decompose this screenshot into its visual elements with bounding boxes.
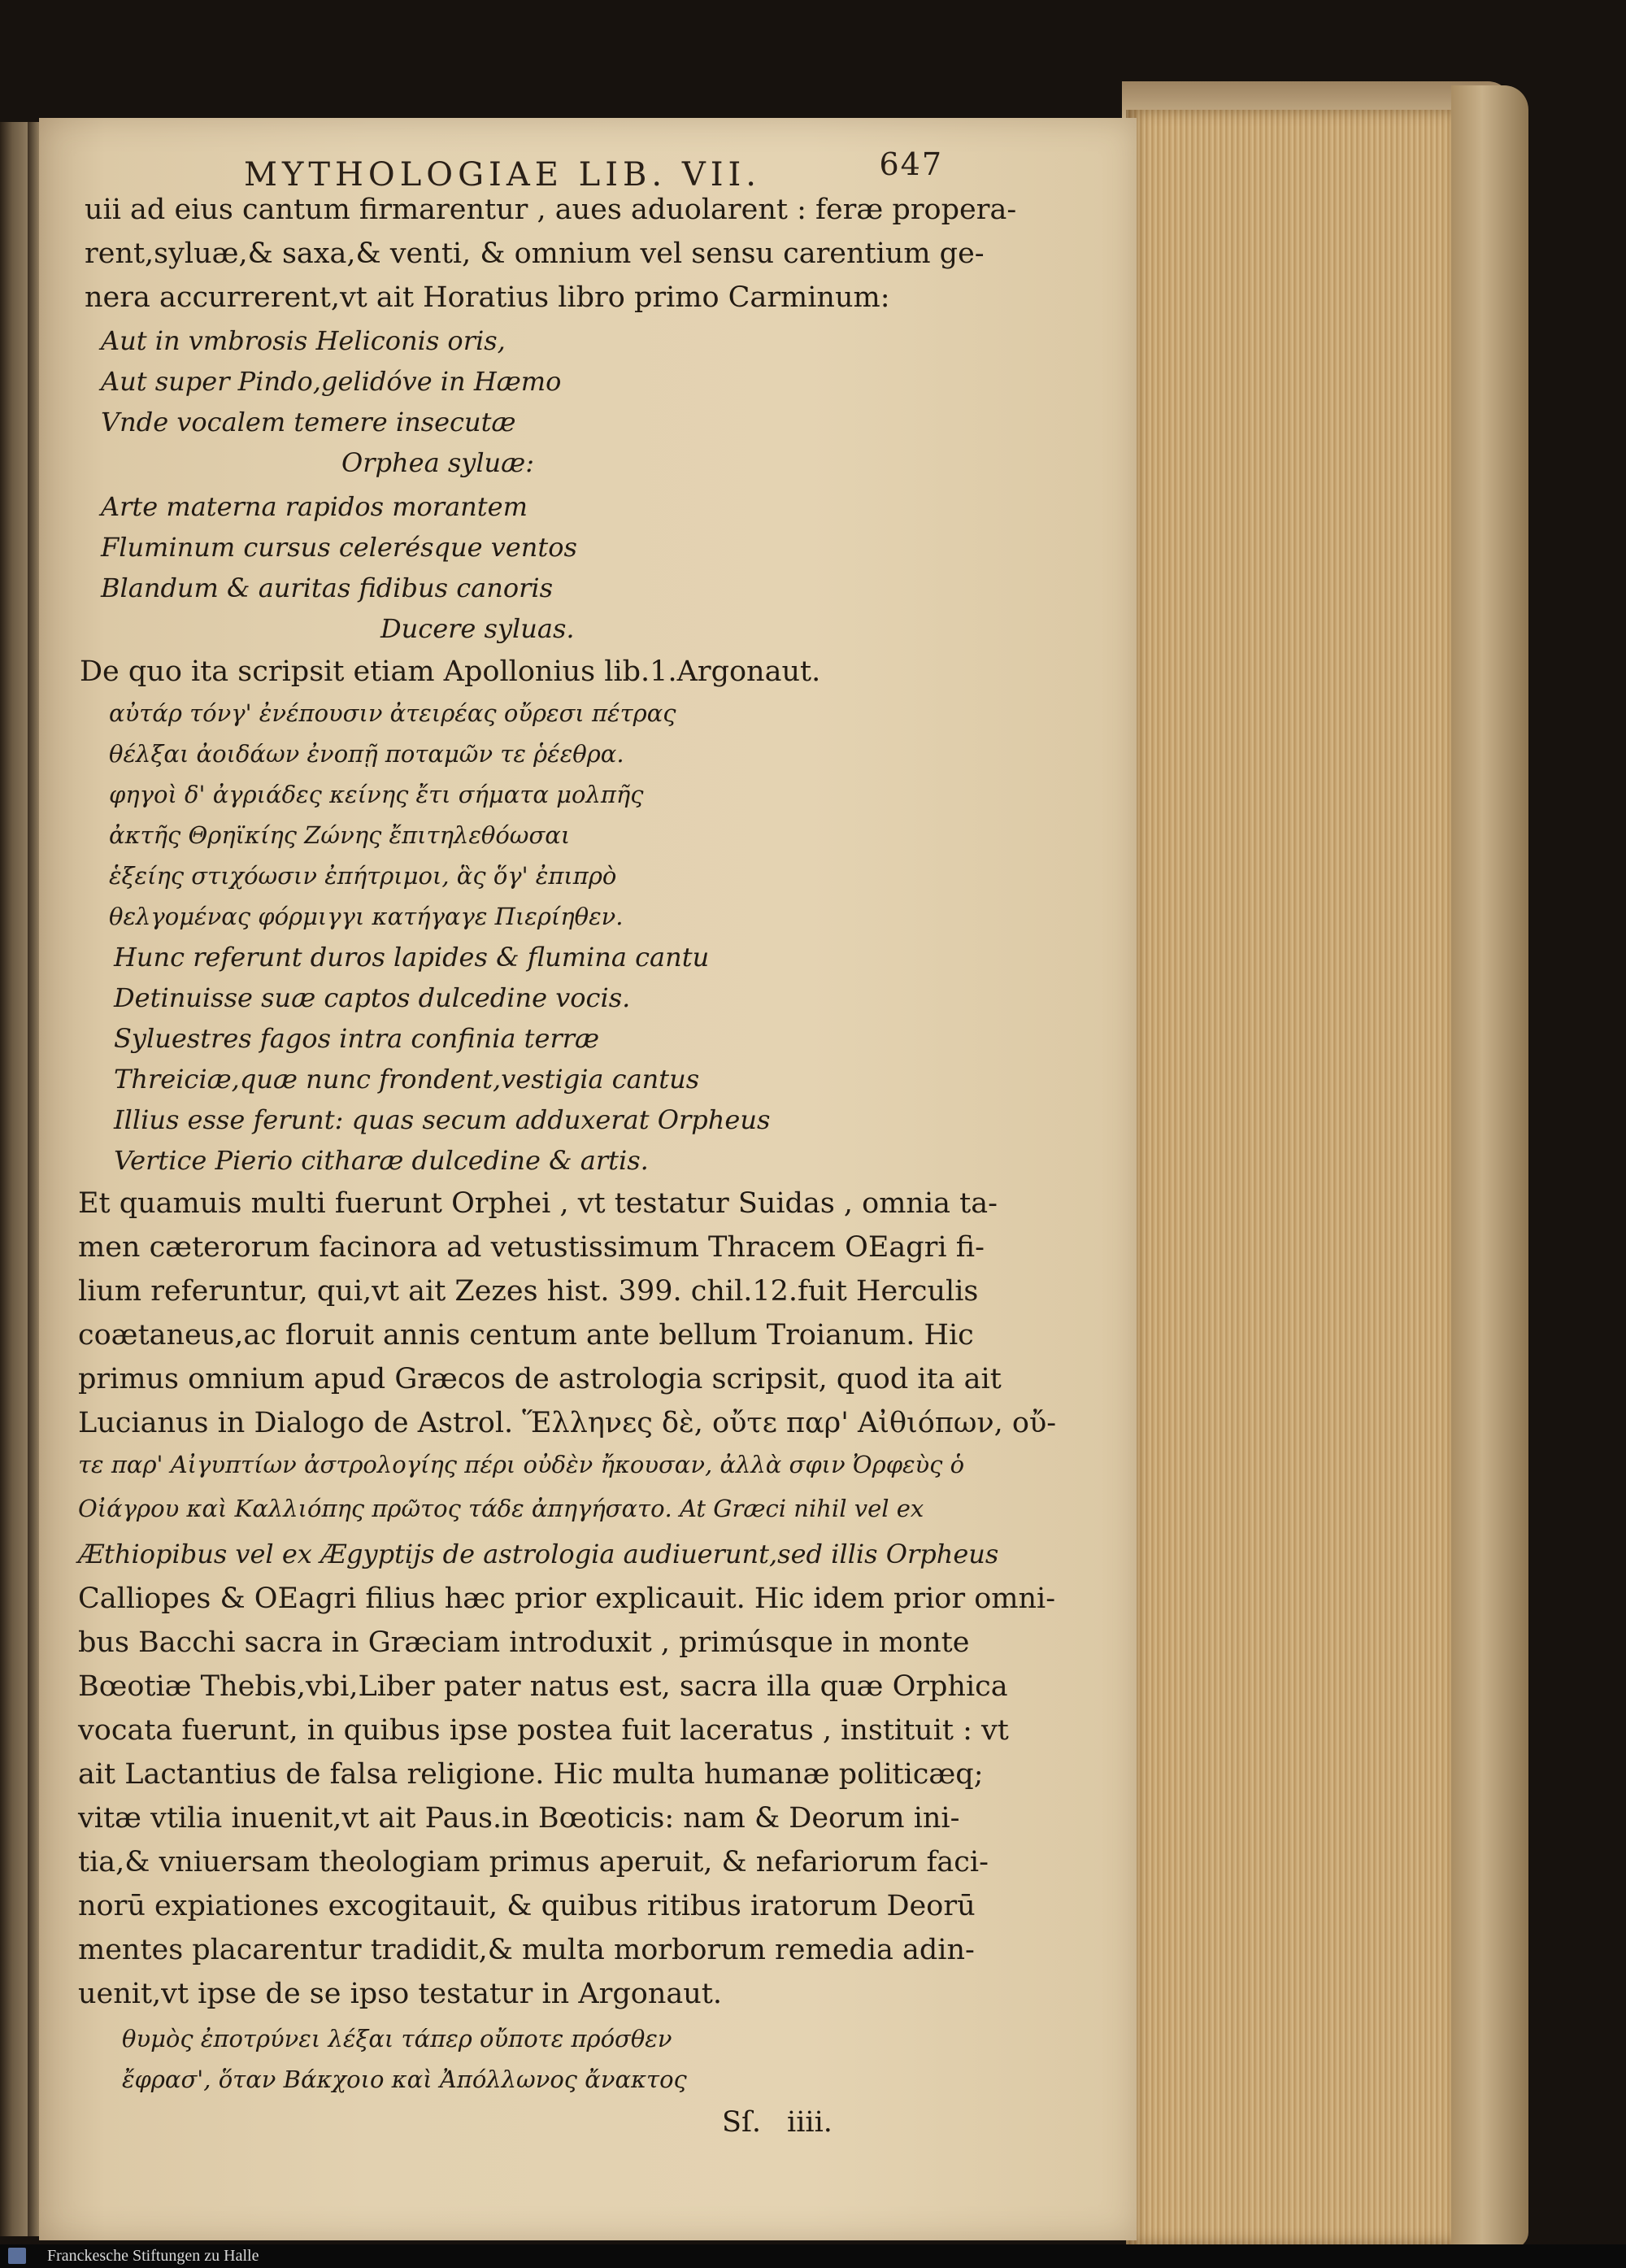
text-line: Illius esse ferunt: quas secum adduxerat Orpheus	[114, 1104, 771, 1135]
signature-mark: Sſ.	[722, 2106, 762, 2139]
text-line: ἔφρασ', ὅταν Βάκχοιο καὶ Ἀπόλλωνος ἄνακτος	[122, 2066, 687, 2093]
text-line: Bœotiæ Thebis,vbi,Liber pater natus est, sacra illa quæ Orphica	[78, 1670, 1008, 1703]
text-line: Οἰάγρου καὶ Καλλιόπης πρῶτος τάδε ἀπηγήσατο. At Græci nihil vel ex	[78, 1495, 924, 1522]
text-line: norū expiationes excogitauit, & quibus ritibus iratorum Deorū	[78, 1890, 976, 1922]
text-line: Fluminum cursus celerésque ventos	[101, 532, 577, 563]
text-line: men cæterorum facinora ad vetustissimum Thracem OEagri fi-	[78, 1231, 985, 1264]
text-line: Orphea syluæ:	[341, 447, 535, 478]
text-line: lium referuntur, qui,vt ait Zezes hist. 399. chil.12.fuit Herculis	[78, 1275, 979, 1308]
text-line: θελγομένας φόρμιγγι κατήγαγε Πιερίηθεν.	[109, 903, 624, 930]
running-title: MYTHOLOGIAE LIB. VII.	[244, 156, 762, 194]
text-line: vocata fuerunt, in quibus ipse postea fuit laceratus , instituit : vt	[78, 1714, 1009, 1747]
text-line: φηγοὶ δ' ἀγριάδες κείνης ἔτι σήματα μολπῆς	[109, 781, 644, 808]
text-line: uenit,vt ipse de se ipso testatur in Argonaut.	[78, 1978, 722, 2010]
text-line: De quo ita scripsit etiam Apollonius lib.1.Argonaut.	[80, 655, 821, 688]
text-line: αὐτάρ τόνγ' ἐνέπουσιν ἀτειρέας οὔρεσι πέτρας	[109, 699, 676, 727]
text-line: Calliopes & OEagri filius hæc prior explicauit. Hic idem prior omni-	[78, 1582, 1056, 1615]
text-line: Vnde vocalem temere insecutæ	[101, 407, 516, 437]
text-line: Hunc referunt duros lapides & flumina cantu	[114, 942, 710, 973]
page-block-edges	[1126, 110, 1451, 2244]
text-line: Ducere syluas.	[380, 613, 575, 644]
text-line: ἀκτῆς Θρηϊκίης Ζώνης ἔπιτηλεθόωσαι	[109, 821, 571, 849]
text-line: coætaneus,ac floruit annis centum ante bellum Troianum. Hic	[78, 1319, 974, 1352]
text-line: Blandum & auritas fidibus canoris	[101, 572, 554, 603]
text-line: nera accurrerent,vt ait Horatius libro primo Carminum:	[85, 281, 890, 314]
text-line: τε παρ' Αἰγυπτίων ἀστρολογίης πέρι οὐδὲν ἤκουσαν, ἀλλὰ σφιν Ὀρφεὺς ὁ	[78, 1451, 965, 1478]
text-line: Threiciæ,quæ nunc frondent,vestigia cantus	[114, 1064, 700, 1095]
text-line: ait Lactantius de falsa religione. Hic multa humanæ politicæq;	[78, 1758, 984, 1791]
text-line: Aut super Pindo,gelidóve in Hæmo	[101, 366, 562, 397]
text-line: mentes placarentur tradidit,& multa morborum remedia adin-	[78, 1934, 975, 1966]
text-line: bus Bacchi sacra in Græciam introduxit , primúsque in monte	[78, 1626, 970, 1659]
text-line: rent,syluæ,& saxa,& venti, & omnium vel sensu carentium ge-	[85, 237, 985, 270]
text-line: Æthiopibus vel ex Ægyptijs de astrologia audiuerunt,sed illis Orpheus	[78, 1539, 999, 1569]
text-line: Lucianus in Dialogo de Astrol. Ἕλληνες δὲ, οὔτε παρ' Αἰθιόπων, οὔ-	[78, 1407, 1057, 1439]
text-line: Detinuisse suæ captos dulcedine vocis.	[114, 982, 631, 1013]
text-line: primus omnium apud Græcos de astrologia scripsit, quod ita ait	[78, 1363, 1002, 1395]
text-line: Et quamuis multi fuerunt Orphei , vt testatur Suidas , omnia ta-	[78, 1187, 998, 1220]
text-line: θυμὸς ἐποτρύνει λέξαι τάπερ οὔποτε πρόσθεν	[122, 2025, 672, 2053]
book-cover-right	[1451, 85, 1528, 2248]
left-page-edge	[0, 122, 28, 2236]
signature-number: iiii.	[787, 2106, 833, 2139]
text-line: tia,& vniuersam theologiam primus aperuit, & nefariorum faci-	[78, 1846, 989, 1878]
footer-credit: Franckesche Stiftungen zu Halle	[47, 2247, 259, 2265]
text-line: Arte materna rapidos morantem	[101, 491, 528, 522]
page-number: 647	[879, 146, 943, 182]
text-line: Vertice Pierio citharæ dulcedine & artis.	[114, 1145, 649, 1176]
institution-logo-icon	[8, 2248, 26, 2264]
text-line: Syluestres fagos intra confinia terræ	[114, 1023, 600, 1054]
text-line: vitæ vtilia inuenit,vt ait Paus.in Bœoticis: nam & Deorum ini-	[78, 1802, 960, 1835]
text-line: θέλξαι ἀοιδάων ἐνοπῇ ποταμῶν τε ῥέεθρα.	[109, 740, 624, 768]
text-line: Aut in vmbrosis Heliconis oris,	[101, 325, 506, 356]
text-line: ἑξείης στιχόωσιν ἐπήτριμοι, ἃς ὅγ' ἐπιπρὸ	[109, 862, 617, 890]
text-line: uii ad eius cantum firmarentur , aues aduolarent : feræ propera-	[85, 194, 1017, 226]
